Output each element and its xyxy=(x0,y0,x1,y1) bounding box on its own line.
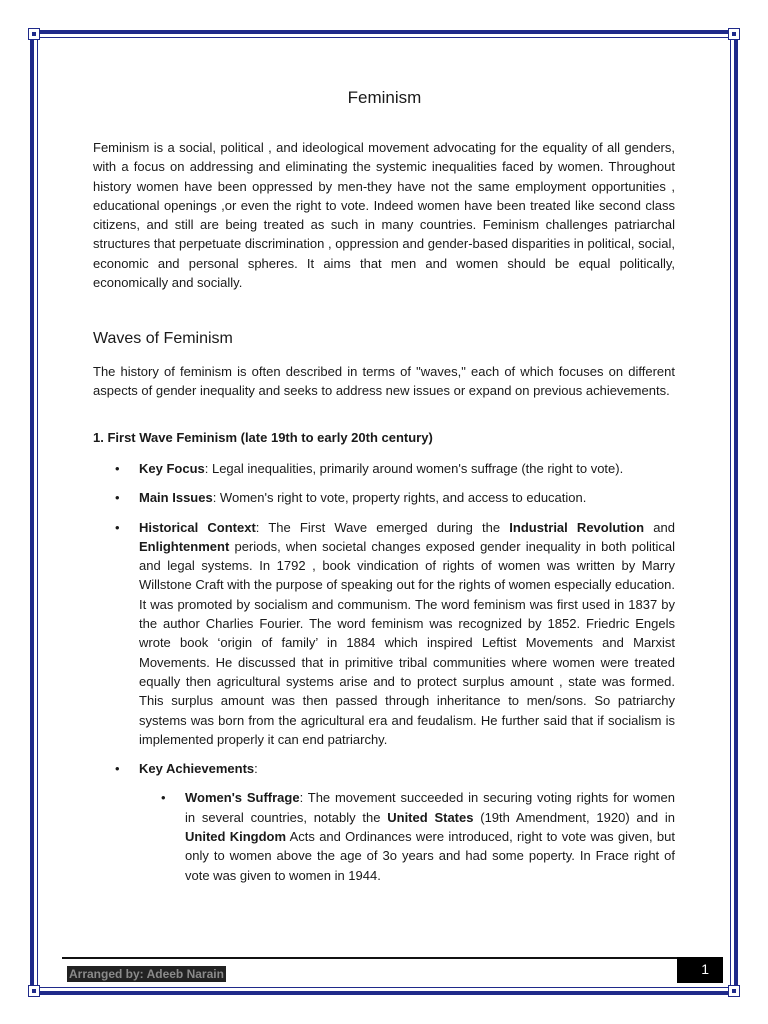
corner-ornament xyxy=(728,28,740,40)
waves-paragraph: The history of feminism is often described in terms of "waves," each of which focuses on different aspects of gender inequality and seeks to address new issues or expand on previous achievements. xyxy=(93,364,675,399)
first-wave-list xyxy=(93,459,675,895)
list-item-key-focus xyxy=(93,459,675,478)
historical-text-3: periods, when societal changes exposed gender inequality in both political and legal systems. In 1792 , book vindication of rights of women was written by Marry Willstone Craft with the purpose of speaking out for the rights of women especially education. It was promoted by socialism and communism. The word feminism was first used in 1837 by the author Charlies Fourier. The word feminism was recognized by 1852. Friedric Engels wrote book ‘origin of family’ in 1884 which inspired Leftist Movements and Marxist Movements. He discussed that in primitive tribal communities where women were treated equally then agricultural systems arise and to protect surplus amount , state was formed. This surplus amount was then passed through inheritance to men/sons. So patriarchy systems was born from the agricultural era and feudalism. He further said that if socialism is implemented properly it can end patriarchy. xyxy=(139,538,675,747)
waves-heading: Waves of Feminism xyxy=(93,330,233,347)
key-focus-label: Key Focus xyxy=(139,461,205,476)
united-states-term: United States xyxy=(387,809,474,825)
list-item-key-achievements xyxy=(93,759,675,885)
first-wave-heading: 1. First Wave Feminism (late 19th to early 20th century) xyxy=(93,430,433,445)
main-issues-label: Main Issues xyxy=(139,490,213,506)
key-focus-text: : Legal inequalities, primarily around women's suffrage (the right to vote). xyxy=(204,461,624,476)
achievements-sublist xyxy=(139,788,675,884)
industrial-revolution-term: Industrial Revolution xyxy=(509,519,645,535)
list-item-womens-suffrage xyxy=(139,788,675,884)
enlightenment-term: Enlightenment xyxy=(139,538,230,554)
footer-divider xyxy=(62,957,680,959)
corner-ornament xyxy=(728,985,740,997)
intro-paragraph: Feminism is a social, political , and ideological movement advocating for the equality of all genders, with a focus on addressing and eliminating the systemic inequalities faced by women. Throughout history women have been oppressed by men-they have not the same employment opportunities , educational openings ,or even the right to vote. Indeed women have been treated like second class citizens, and still are being treated as such in many countries. Feminism challenges patriarchal structures that perpetuate discrimination , oppression and gender-based disparities in political, social, economic and personal spheres. It aims that men and women should be equal politically, economically and socially. xyxy=(93,140,675,291)
united-kingdom-term: United Kingdom xyxy=(185,829,287,845)
corner-ornament xyxy=(28,28,40,40)
list-item-historical-context xyxy=(93,518,675,750)
suffrage-text-1: : The movement succeeded in securing voting rights for women in several countries, notably the xyxy=(185,790,676,825)
list-item-main-issues xyxy=(93,488,675,507)
suffrage-text-2: (19th Amendment, 1920) and in xyxy=(473,809,675,825)
historical-context-label: Historical Context xyxy=(139,519,256,535)
historical-text-1: : The First Wave emerged during the xyxy=(255,519,510,535)
page-number: 1 xyxy=(677,957,723,983)
womens-suffrage-label: Women's Suffrage xyxy=(185,790,300,806)
key-achievements-label: Key Achievements xyxy=(139,761,255,777)
key-achievements-colon: : xyxy=(254,761,258,777)
historical-text-2: and xyxy=(644,519,675,535)
corner-ornament xyxy=(28,985,40,997)
main-issues-text: : Women's right to vote, property rights, and access to education. xyxy=(212,490,587,506)
page-title: Feminism xyxy=(347,88,422,107)
suffrage-text-3: Acts and Ordinances were introduced, right to vote was given, but only to women above the age of 3o years and had some poperty. In Frace right of vote was given to women in 1944. xyxy=(185,829,675,883)
footer-author: Arranged by: Adeeb Narain xyxy=(69,967,224,981)
